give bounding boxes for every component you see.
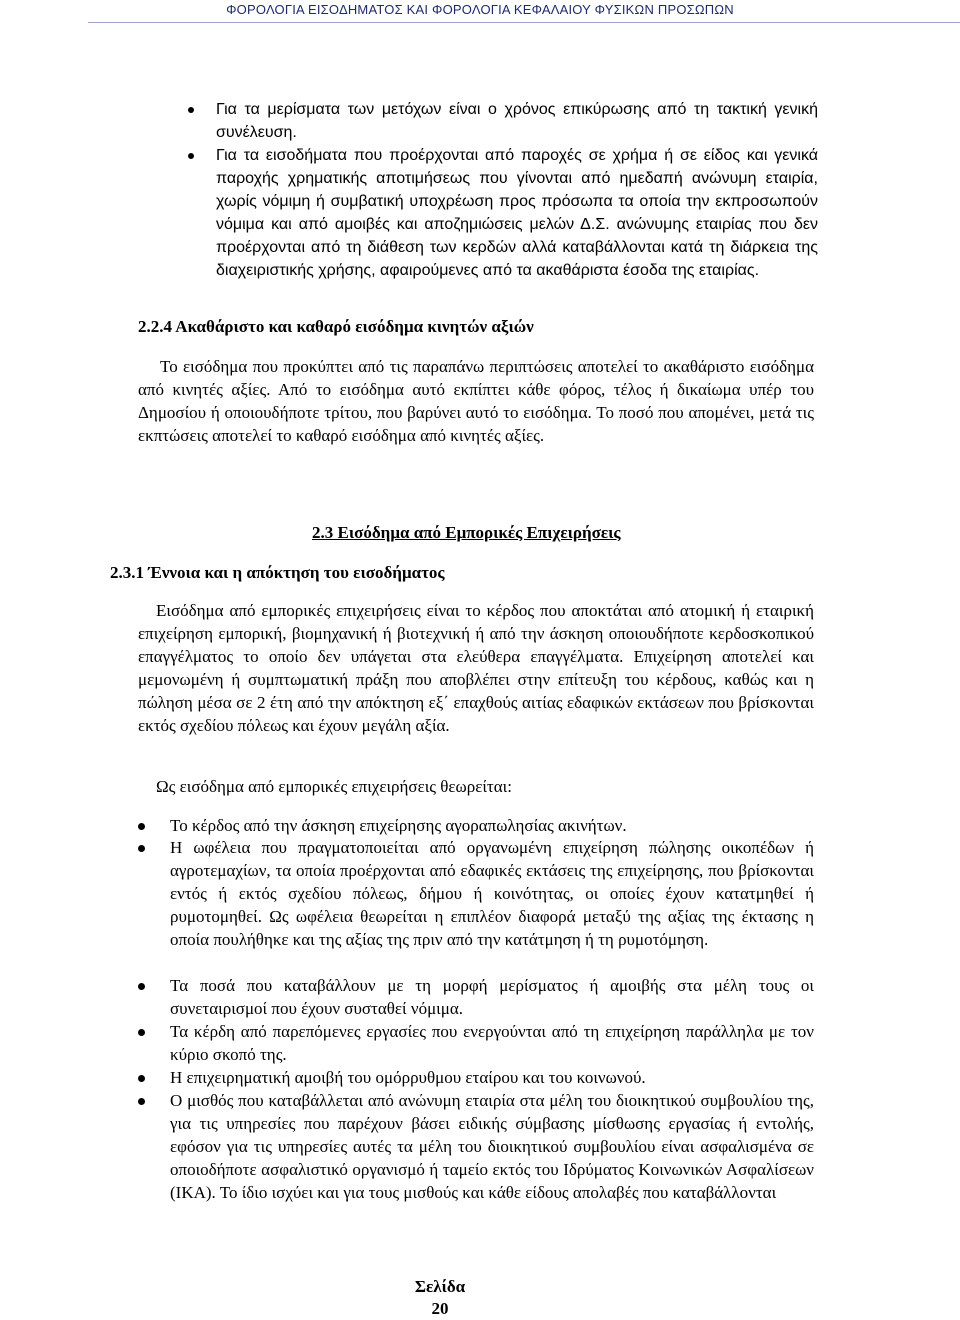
list-item (138, 974, 814, 1020)
bullet-icon (188, 153, 194, 159)
list-item (188, 98, 818, 144)
list-item (138, 1066, 814, 1089)
list-item (138, 1089, 814, 1204)
list-item (138, 1020, 814, 1066)
section-heading-2-2-4: 2.2.4 Ακαθάριστο και καθαρό εισόδημα κινητών αξιών (138, 317, 534, 336)
section-heading-2-3: 2.3 Εισόδημα από Εμπορικές Επιχειρήσεις (312, 523, 621, 542)
list-intro: Ως εισόδημα από εμπορικές επιχειρήσεις θεωρείται: (156, 777, 512, 796)
list-item-text: Για τα εισοδήματα που προέρχονται από παροχές σε χρήμα ή σε είδος και γενικά παροχής χρηματικής αποτιμήσεως που γίνονται από ημεδαπή ανώνυμη εταιρία, χωρίς νόμιμη ή συμβατική υποχρέωση προς πρόσωπα τα οποία την εκπροσωπούν νόμιμα και από αμοιβές και αποζημιώσεις μελών Δ.Σ. ανώνυμης εταιρίας που δεν προέρχονται από τη διάθεση των κερδών αλλά καταβάλλονται κατά τη διάρκεια της διαχειριστικής χρήσης, αφαιρούμενες από τα ακαθάριστα έσοδα της εταιρίας. (216, 147, 818, 279)
bullet-icon (138, 1075, 145, 1082)
bullet-icon (138, 983, 145, 990)
list-item-text: Το κέρδος από την άσκηση επιχείρησης αγοραπωλησίας ακινήτων. (170, 816, 627, 835)
list-item (188, 144, 818, 282)
list-item-text: Ο μισθός που καταβάλλεται από ανώνυμη εταιρία στα μέλη του διοικητικού συμβουλίου της, για τις υπηρεσίες που παρέχουν βάσει ειδικής σύμβασης μίσθωσης εργασίας ή εντολής, εφόσον για τις υπηρεσίες αυτές τα μέλη του διοικητικού συμβουλίου είναι ασφαλισμένα σε οποιοδήποτε ασφαλιστικό οργανισμό ή ταμείο εκτός του Ιδρύματος Κοινωνικών Ασφαλίσεων (ΙΚΑ). Το ίδιο ισχύει και για τους μισθούς και κάθε είδους απολαβές που καταβάλλονται (170, 1091, 814, 1202)
bullet-icon (138, 1029, 145, 1036)
list-item (138, 836, 814, 951)
bullet-icon (138, 1098, 145, 1105)
section-2-2-4-paragraph: Το εισόδημα που προκύπτει από τις παραπάνω περιπτώσεις αποτελεί το ακαθάριστο εισόδημα από κινητές αξίες. Από το εισόδημα αυτό εκπίπτει κάθε φόρος, τέλος ή δικαίωμα υπέρ του Δημοσίου ή οποιουδήποτε τρίτου, που βαρύνει αυτό το εισόδημα. Το ποσό που απομένει, μετά τις εκπτώσεις αποτελεί το καθαρό εισόδημα από κινητές αξίες. (138, 357, 814, 445)
list-item-text: Η επιχειρηματική αμοιβή του ομόρρυθμου εταίρου και του κοινωνού. (170, 1068, 646, 1087)
page-number-value: 20 (431, 1299, 449, 1318)
list-item-text: Η ωφέλεια που πραγματοποιείται από οργανωμένη επιχείρηση πώλησης οικοπέδων ή αγροτεμαχίων, τα οποία προέρχονται από εδαφικές εκτάσεις της επιχείρησης, που βρίσκονται εντός ή εκτός σχεδίου πόλεως, δήμου ή κοινότητας, οι οποίες έχουν κατατμηθεί ή ρυμοτομηθεί. Ως ωφέλεια θεωρείται η επιπλέον διαφορά μεταξύ της αξίας της έκτασης η οποία πουλήθηκε και της αξίας της πριν από την κατάτμηση ή τη ρυμοτόμηση. (170, 838, 814, 949)
subsection-heading-2-3-1: 2.3.1 Έννοια και η απόκτηση του εισοδήματος (110, 563, 445, 582)
page-number (400, 1276, 480, 1320)
bullet-icon (188, 107, 194, 113)
running-header: ΦΟΡΟΛΟΓΙΑ ΕΙΣΟΔΗΜΑΤΟΣ ΚΑΙ ΦΟΡΟΛΟΓΙΑ ΚΕΦΑΛΑΙΟΥ ΦΥΣΙΚΩΝ ΠΡΟΣΩΠΩΝ (226, 2, 734, 17)
list-item (138, 814, 814, 837)
section-2-3-paragraph: Εισόδημα από εμπορικές επιχειρήσεις είναι το κέρδος που αποκτάται από ατομική ή εταιρική επιχείρηση εμπορική, βιομηχανική ή βιοτεχνική ή από την άσκηση οποιουδήποτε κερδοσκοπικού επαγγέλματος το οποίο δεν υπάγεται στα ελεύθερα επαγγέλματα. Επιχείρηση αποτελεί και μεμονωμένη ή συμπτωματική πράξη που αποβλέπει στην επίτευξη του κέρδους, καθώς και η πώληση μέσα σε 2 έτη από την απόκτηση εξ΄ επαχθούς αιτίας εδαφικών εκτάσεων που βρίσκονται εκτός σχεδίου πόλεως και έχουν μεγάλη αξία. (138, 601, 814, 735)
header-divider (88, 22, 960, 23)
list-item-text: Τα κέρδη από παρεπόμενες εργασίες που ενεργούνται από τη επιχείρηση παράλληλα με τον κύριο σκοπό της. (170, 1022, 814, 1064)
page-label: Σελίδα (414, 1277, 466, 1296)
list-item-text: Τα ποσά που καταβάλλουν με τη μορφή μερίσματος ή αμοιβής στα μέλη τους οι συνεταιρισμοί που έχουν συσταθεί νόμιμα. (170, 976, 814, 1018)
bullet-icon (138, 845, 145, 852)
bullet-icon (138, 823, 145, 830)
list-item-text: Για τα μερίσματα των μετόχων είναι ο χρόνος επικύρωσης από τη τακτική γενική συνέλευση. (216, 101, 818, 141)
